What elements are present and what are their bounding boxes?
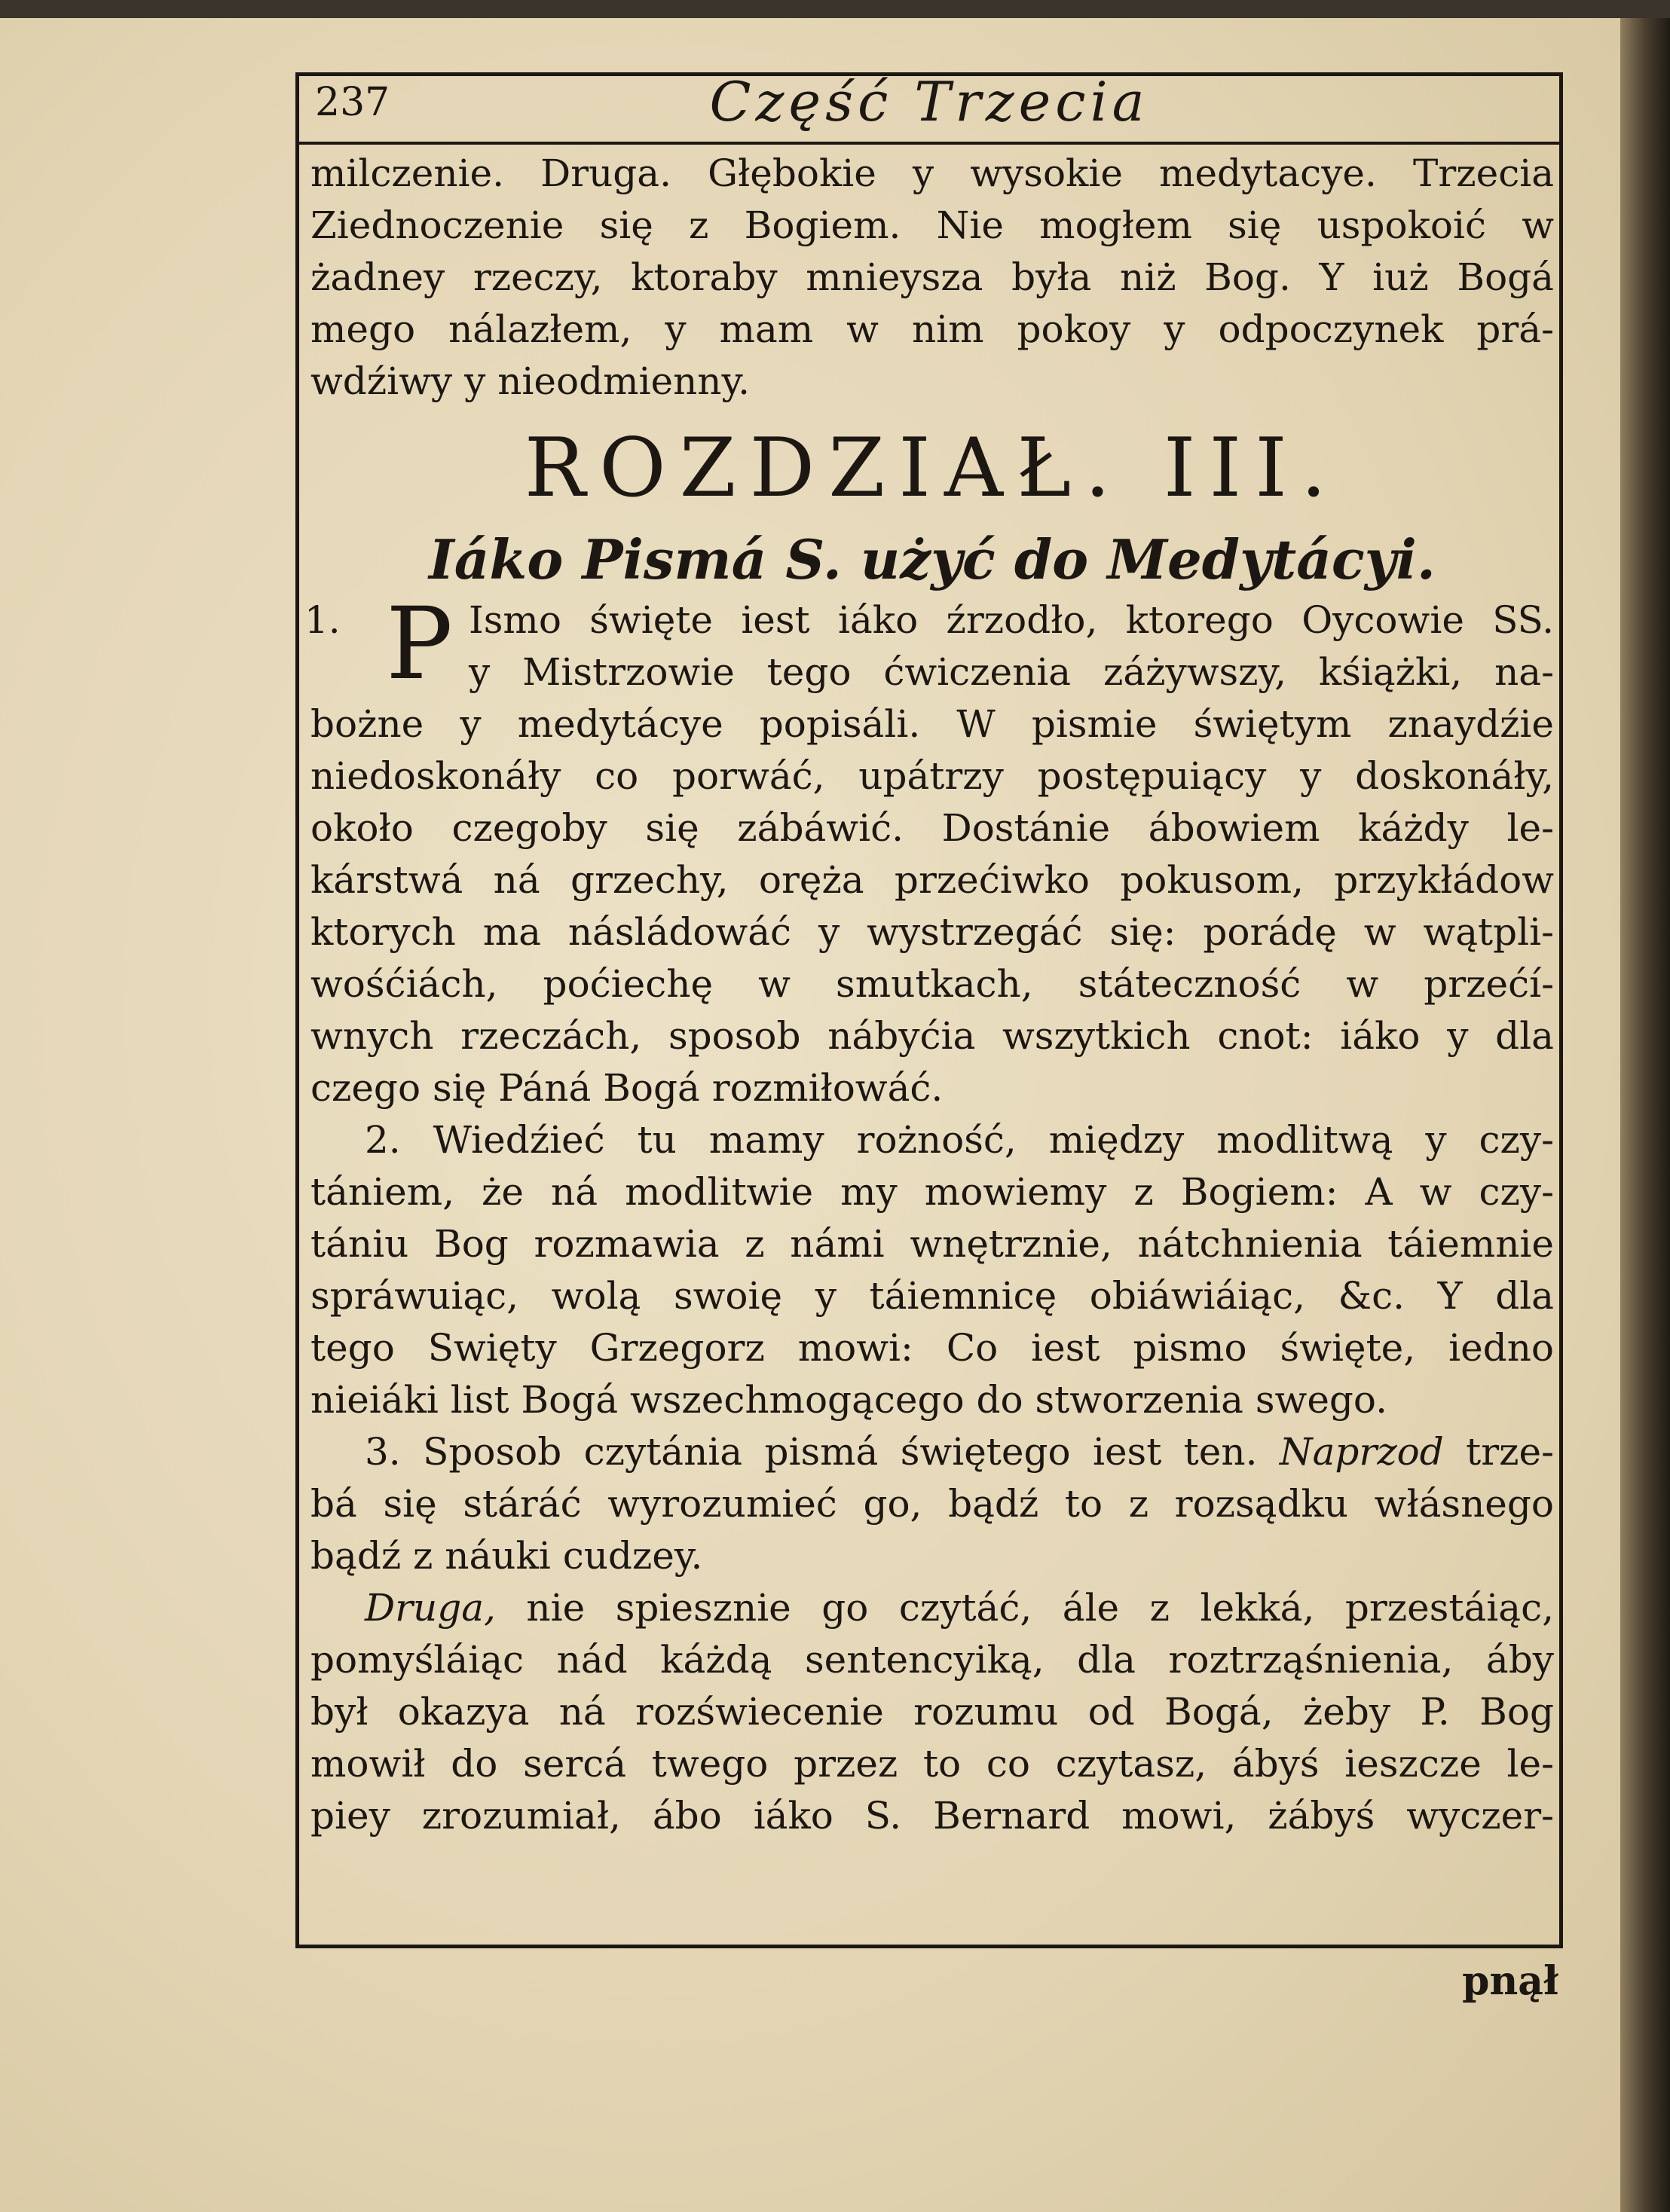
- chapter-heading: ROZDZIAŁ. III.: [524, 421, 1341, 515]
- text-line: mowił do sercá twego przez to co czytasz, ábyś ieszcze le-: [310, 1742, 1554, 1786]
- text-line: mego nálazłem, y mam w nim pokoy y odpoczynek prá-: [310, 307, 1554, 351]
- text-line: tániem, że ná modlitwie my mowiemy z Bogiem: A w czy-: [310, 1170, 1554, 1214]
- italic-word: Naprzod: [1279, 1430, 1444, 1474]
- chapter-subtitle: Iáko Pismá S. użyć do Medytácyi.: [429, 527, 1436, 591]
- text-line: bá się stáráć wyrozumieć go, bądź to z rozsądku włásnego: [310, 1482, 1554, 1526]
- text-line: y Mistrzowie tego ćwiczenia záżywszy, kśiążki, na-: [469, 650, 1554, 694]
- paragraph-1: [304, 586, 1554, 702]
- text-line: nieiáki list Bogá wszechmogącego do stworzenia swego.: [310, 1378, 1388, 1422]
- text-line: był okazya ná rozświecenie rozumu od Bogá, żeby P. Bog: [310, 1690, 1554, 1734]
- text-line: wdźiwy y nieodmienny.: [310, 359, 751, 403]
- text-line: pomyśláiąc nád káżdą sentencyiką, dla roztrząśnienia, áby: [310, 1638, 1554, 1682]
- text-line: 2. Wiedźieć tu mamy rożność, między modlitwą y czy-: [365, 1118, 1554, 1162]
- catchword: pnął: [1462, 1958, 1558, 2004]
- scan-border: [0, 0, 1670, 18]
- drop-cap: P: [386, 586, 453, 702]
- text-line: wnych rzeczách, sposob nábyćia wszytkich cnot: iáko y dla: [310, 1014, 1554, 1058]
- text-line: ktorych ma násládowáć y wystrzegáć się: porádę w wątpli-: [310, 910, 1554, 954]
- text-line: Ismo święte iest iáko źrzodło, ktorego Oycowie SS.: [469, 598, 1554, 642]
- text-line: tego Swięty Grzegorz mowi: Co iest pismo święte, iedno: [310, 1326, 1554, 1370]
- text-line: spráwuiąc, wolą swoię y táiemnicę obiáwiáiąc, &c. Y dla: [310, 1274, 1554, 1318]
- running-title: Część Trzecia: [709, 70, 1149, 133]
- text-line: bożne y medytácye popisáli. W pismie świętym znaydźie: [310, 702, 1554, 746]
- page-header: [295, 72, 1563, 148]
- text-line: Ziednoczenie się z Bogiem. Nie mogłem się uspokoić w: [310, 203, 1554, 247]
- paragraph-3-tail: trze-: [1466, 1430, 1554, 1474]
- text-line: piey zrozumiał, ábo iáko S. Bernard mowi, żábyś wyczer-: [310, 1794, 1554, 1838]
- text-line: milczenie. Druga. Głębokie y wysokie medytacye. Trzecia: [310, 151, 1554, 195]
- text-line: [310, 1426, 1554, 1478]
- text-line: czego się Páná Bogá rozmiłowáć.: [310, 1066, 944, 1110]
- italic-word: Druga,: [365, 1586, 496, 1630]
- paragraph-3-lead: 3. Sposob czytánia pismá świętego iest ten.: [365, 1430, 1258, 1474]
- paragraph-number: 1.: [304, 598, 341, 642]
- book-gutter: [1620, 0, 1670, 2212]
- text-line: żadney rzeczy, ktoraby mnieysza była niż Bog. Y iuż Bogá: [310, 255, 1554, 299]
- paragraph-4-tail: nie spiesznie go czytáć, ále z lekká, przestáiąc,: [526, 1586, 1554, 1630]
- page-number: 237: [315, 80, 390, 125]
- header-rule: [295, 142, 1563, 145]
- text-line: około czegoby się zábáwić. Dostánie ábowiem káżdy le-: [310, 806, 1554, 850]
- text-line: tániu Bog rozmawia z námi wnętrznie, nátchnienia táiemnie: [310, 1222, 1554, 1266]
- text-line: kárstwá ná grzechy, oręża przećiwko pokusom, przykłádow: [310, 858, 1554, 902]
- page-body: [304, 148, 1554, 1842]
- text-line: wośćiách, poćiechę w smutkach, státeczność w przećí-: [310, 962, 1554, 1006]
- text-line: niedoskonáły co porwáć, upátrzy postępuiący y doskonáły,: [310, 754, 1554, 798]
- text-line: bądź z náuki cudzey.: [310, 1534, 703, 1578]
- text-line: [310, 1582, 1554, 1634]
